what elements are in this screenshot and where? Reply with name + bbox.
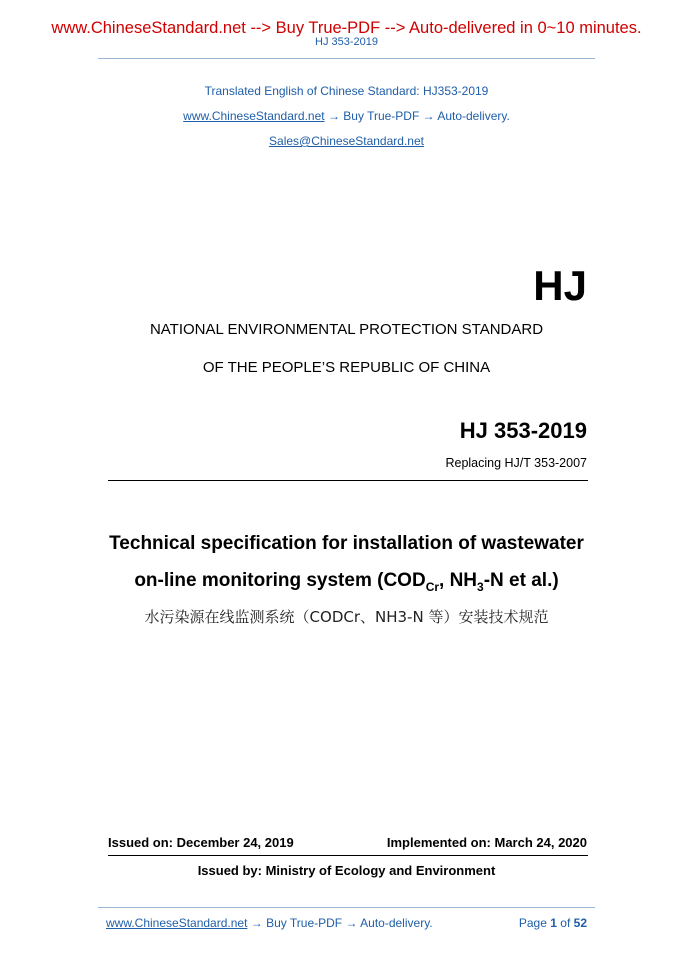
standard-number: HJ 353-2019 [459,418,587,443]
issued-on-date: Issued on: December 24, 2019 [108,835,294,850]
footer-auto-text: Auto-delivery. [360,916,433,930]
title-subscript-3: 3 [477,579,484,594]
issue-divider [108,855,588,856]
page-current: 1 [550,916,557,930]
sales-email-row [0,134,693,148]
title-line2-part-a: on-line monitoring system (COD [134,570,426,591]
footer-divider [98,907,595,908]
promo-banner[interactable]: www.ChineseStandard.net --> Buy True-PDF --> Auto-delivered in 0~10 minutes. [51,19,642,37]
national-standard-line1: NATIONAL ENVIRONMENTAL PROTECTION STANDARD [149,321,544,338]
hj-logo: HJ [533,262,587,309]
title-divider [108,480,588,481]
title-subscript-cr: Cr [425,579,440,594]
buy-text: Buy True-PDF [343,109,420,123]
arrow-icon: → [250,916,263,930]
header-divider [98,58,595,59]
sales-email-link[interactable]: Sales@ChineseStandard.net [269,134,424,148]
purchase-links [0,109,693,123]
title-line2-part-c: -N et al.) [483,570,559,591]
footer-buy-text: Buy True-PDF [266,916,343,930]
national-standard-line2: OF THE PEOPLE’S REPUBLIC OF CHINA [202,359,491,376]
site-link[interactable]: www.ChineseStandard.net [183,109,325,123]
footer-site-link[interactable]: www.ChineseStandard.net [106,916,248,930]
arrow-icon: → [327,109,340,123]
arrow-icon: → [422,109,435,123]
footer-links [106,916,433,930]
title-line2 [0,570,693,594]
page-label: Page [518,916,547,930]
title-line1: Technical specification for installation of wastewater [109,533,584,554]
implemented-on-date: Implemented on: March 24, 2020 [386,835,587,850]
page-indicator [519,916,587,930]
page-of: of [560,916,571,930]
page-total: 52 [573,916,587,930]
translation-note: Translated English of Chinese Standard: HJ353-2019 [204,84,489,98]
header-standard-id: HJ 353-2019 [315,36,378,48]
replacing-note: Replacing HJ/T 353-2007 [445,456,587,470]
title-line2-part-b: , NH [439,570,478,591]
issued-by: Issued by: Ministry of Ecology and Environment [197,863,496,878]
chinese-title: 水污染源在线监测系统（CODCr、NH3-N 等）安装技术规范 [144,608,549,626]
auto-delivery-text: Auto-delivery. [437,109,510,123]
arrow-icon: → [345,916,358,930]
